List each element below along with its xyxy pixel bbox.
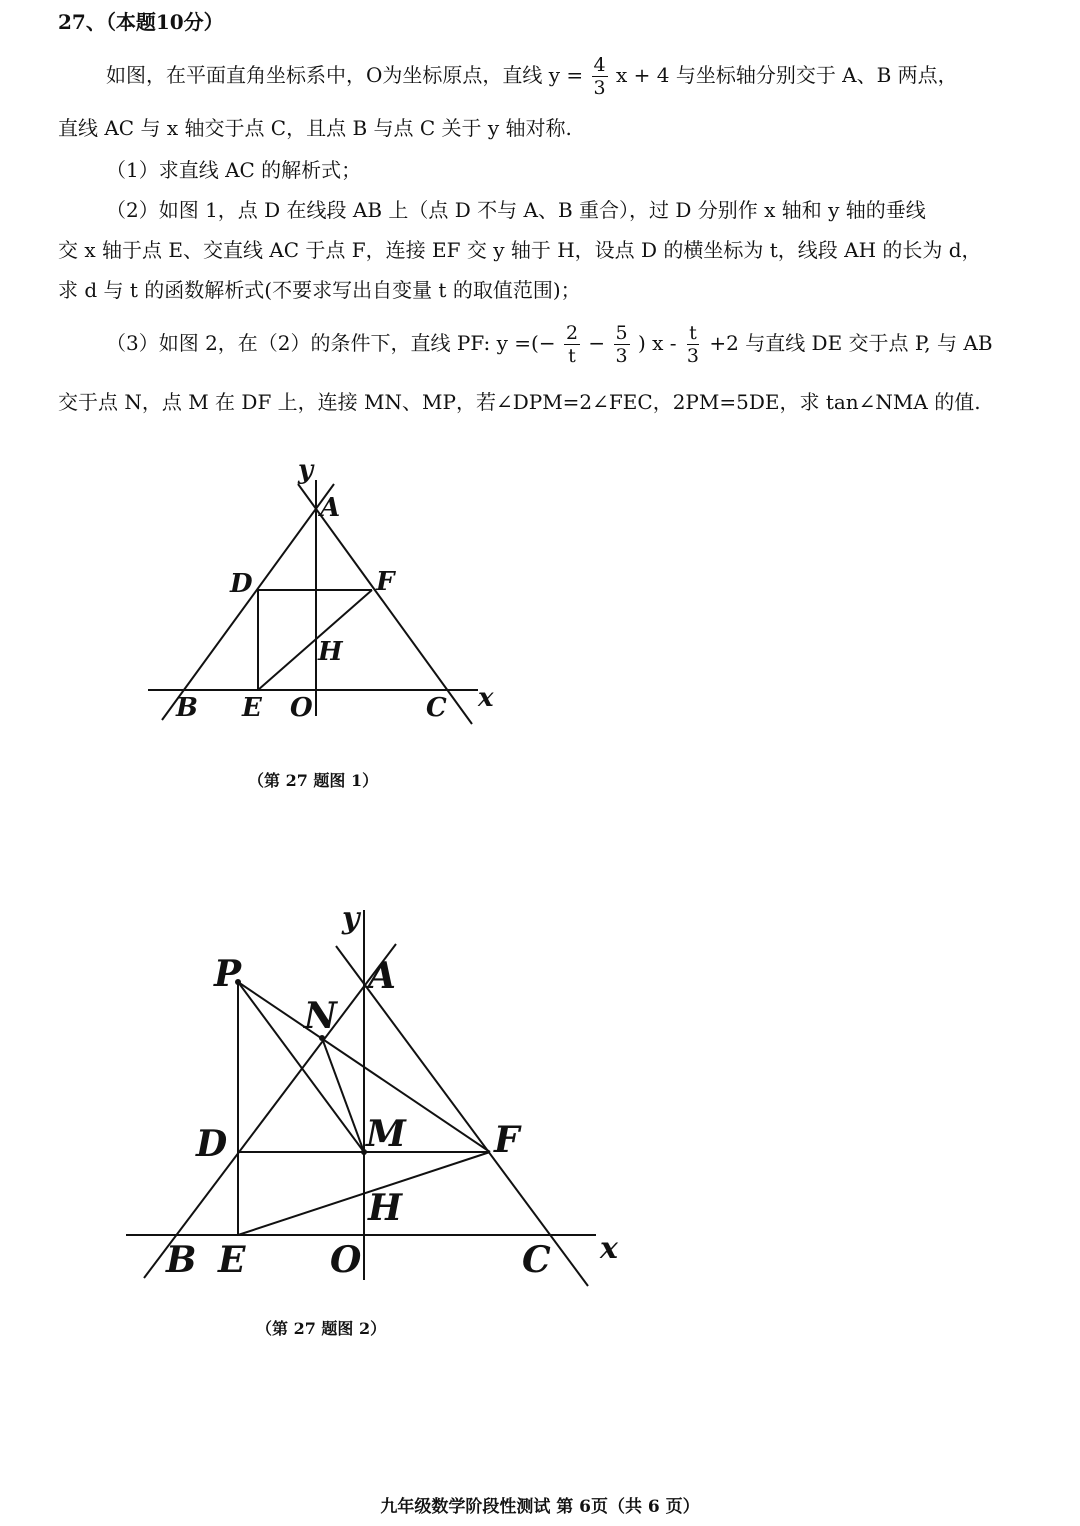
fraction-numerator: 5	[615, 322, 628, 344]
intro-text-b: x + 4 与坐标轴分别交于 A、B 两点，	[615, 63, 958, 87]
question-2-line-1: （2）如图 1，点 D 在线段 AB 上（点 D 不与 A、B 重合），过 D 分别作 x 轴和 y 轴的垂线	[106, 198, 926, 222]
q3-text-a: （3）如图 2，在（2）的条件下，直线 PF: y =(−	[106, 331, 556, 355]
q3-text-b: ) x -	[637, 331, 677, 355]
problem-number: 27、（本题10分）	[58, 10, 224, 34]
q3-minus: −	[588, 331, 606, 355]
figure-2-caption: （第 27 题图 2）	[256, 1319, 387, 1338]
label-p: P	[214, 953, 242, 995]
figure-2-diagram	[0, 890, 660, 1300]
question-1: （1）求直线 AC 的解析式；	[106, 158, 362, 182]
segment-nm	[322, 1038, 364, 1152]
label-m: M	[366, 1113, 406, 1155]
label-x: x	[600, 1231, 618, 1266]
label-y: y	[298, 455, 314, 485]
question-2-line-3: 求 d 与 t 的函数解析式(不要求写出自变量 t 的取值范围)；	[58, 278, 581, 302]
label-f: F	[376, 567, 395, 597]
line-ab	[162, 484, 334, 720]
label-h: H	[368, 1187, 403, 1229]
intro-line-1	[106, 54, 1080, 99]
fraction-denominator: t	[568, 345, 576, 367]
label-o: O	[290, 693, 313, 723]
segment-pm	[238, 982, 364, 1152]
label-c: C	[522, 1239, 551, 1281]
question-3-line-2: 交于点 N，点 M 在 DF 上，连接 MN、MP，若∠DPM=2∠FEC，2PM=5DE，求 tan∠NMA 的值.	[58, 390, 981, 414]
fraction-two-over-t	[564, 322, 580, 367]
question-3-line-1	[106, 322, 1080, 367]
page-footer: 九年级数学阶段性测试 第 6页（共 6 页）	[380, 1497, 700, 1517]
question-2-line-2: 交 x 轴于点 E、交直线 AC 于点 F，连接 EF 交 y 轴于 H，设点 D 的横坐标为 t，线段 AH 的长为 d，	[58, 238, 982, 262]
figure-1-diagram	[0, 440, 560, 740]
intro-text-a: 如图，在平面直角坐标系中，O为坐标原点，直线 y =	[106, 63, 584, 87]
q3-text-c: +2 与直线 DE 交于点 P, 与 AB	[709, 331, 993, 355]
fraction-numerator: t	[689, 322, 697, 344]
label-n: N	[304, 995, 337, 1037]
intro-line-2: 直线 AC 与 x 轴交于点 C，且点 B 与点 C 关于 y 轴对称.	[58, 116, 572, 140]
label-b: B	[166, 1239, 197, 1281]
label-d: D	[196, 1123, 228, 1165]
fraction-four-thirds	[592, 54, 608, 99]
label-x: x	[478, 683, 494, 713]
figure-1-caption: （第 27 题图 1）	[248, 771, 379, 790]
label-f: F	[494, 1119, 520, 1161]
label-e: E	[218, 1239, 246, 1281]
label-o: O	[330, 1239, 362, 1281]
label-d: D	[230, 569, 253, 599]
label-e: E	[242, 693, 262, 723]
fraction-t-over-three	[685, 322, 701, 367]
fraction-denominator: 3	[593, 77, 606, 99]
label-y: y	[342, 901, 360, 936]
fraction-numerator: 4	[593, 54, 606, 76]
label-a: A	[368, 955, 396, 997]
label-b: B	[176, 693, 198, 723]
fraction-numerator: 2	[565, 322, 579, 344]
line-ab	[144, 944, 396, 1278]
label-a: A	[320, 493, 341, 523]
label-h: H	[318, 637, 343, 667]
label-c: C	[426, 693, 447, 723]
fraction-five-thirds	[614, 322, 630, 367]
fraction-denominator: 3	[686, 345, 699, 367]
fraction-denominator: 3	[615, 345, 628, 367]
